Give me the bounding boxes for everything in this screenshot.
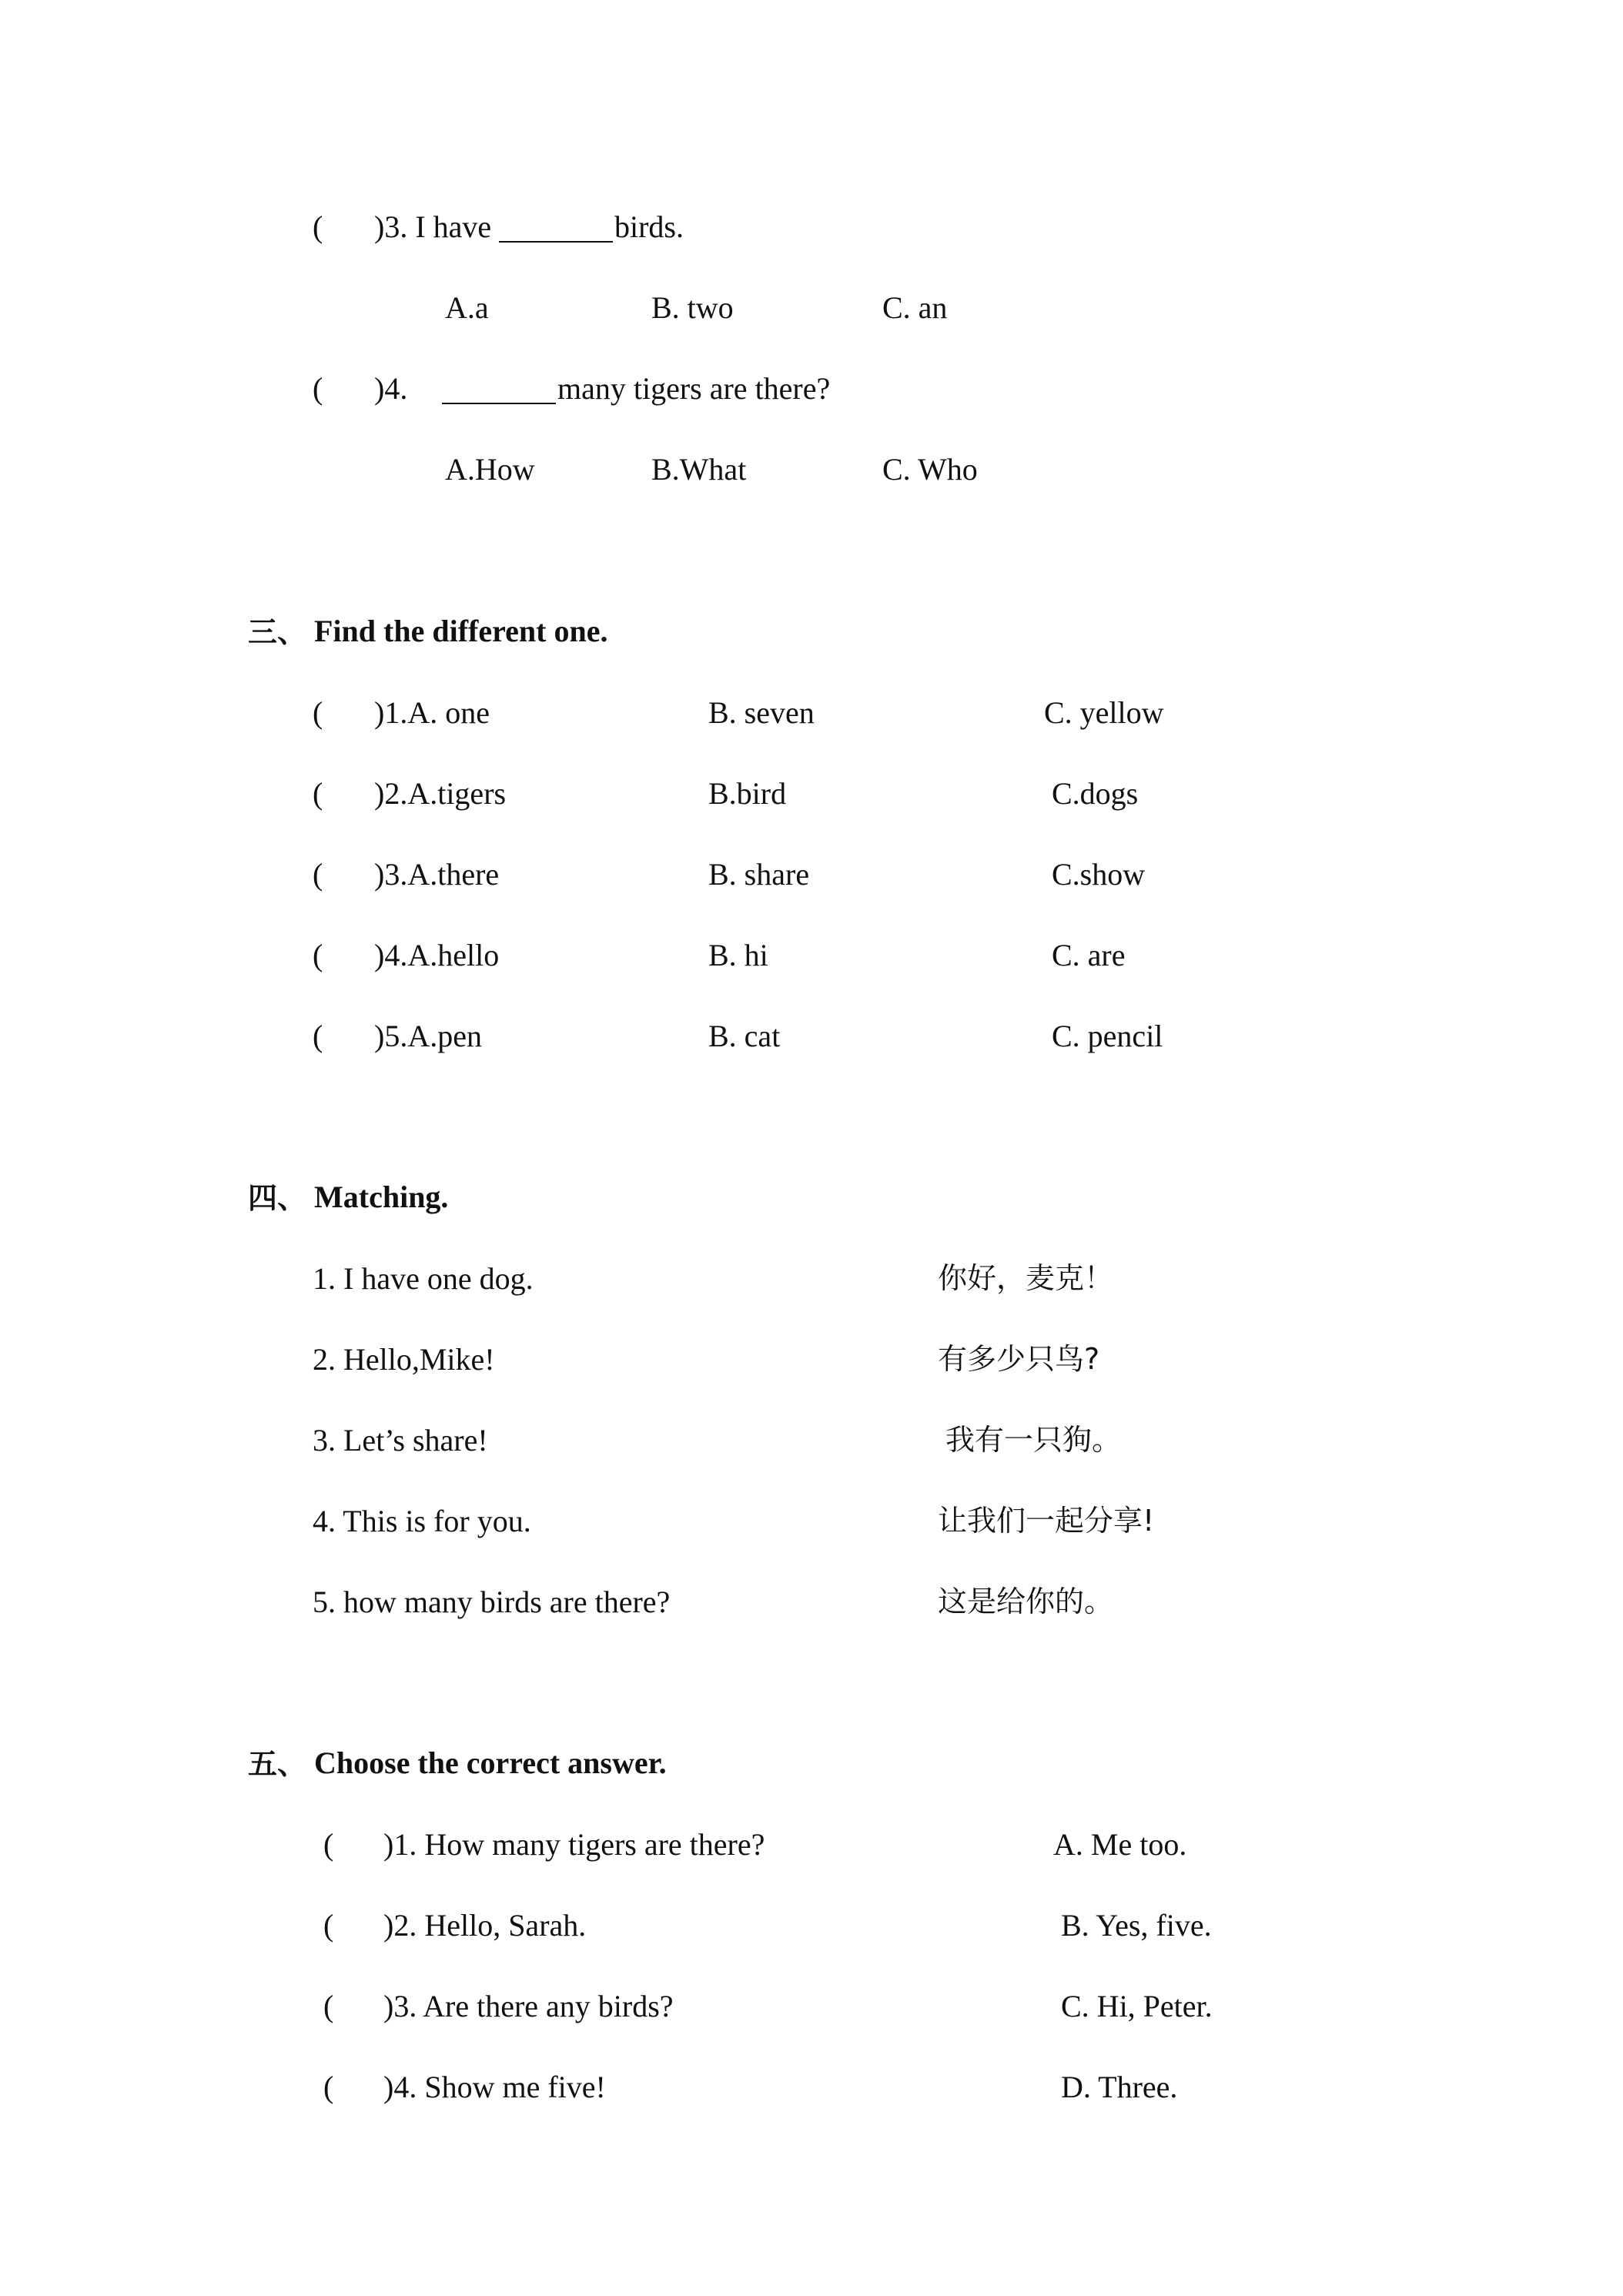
s3-row2-c: C.dogs xyxy=(1052,776,1139,811)
s5-row4-answer: D. Three. xyxy=(1061,2070,1178,2104)
s3-row5-a: )5.A.pen xyxy=(374,1019,482,1053)
section4-heading: Matching. xyxy=(314,1180,449,1214)
s3-row3-b: B. share xyxy=(708,857,810,892)
s3-row3-a: )3.A.there xyxy=(374,857,500,892)
section3-number: 三、 xyxy=(248,615,307,649)
s3-row4-b: B. hi xyxy=(708,938,768,972)
s4-row5-zh: 这是给你的。 xyxy=(938,1585,1114,1618)
s3-row2-paren: ( xyxy=(313,776,323,811)
q3-option-b: B. two xyxy=(651,290,734,325)
q4-stem-end: many tigers are there? xyxy=(557,371,831,406)
s3-row5-paren: ( xyxy=(313,1019,323,1053)
s5-row4-paren: ( xyxy=(323,2070,334,2104)
s5-row1-question: )1. How many tigers are there? xyxy=(383,1827,765,1862)
s5-row3-paren: ( xyxy=(323,1989,334,2023)
section3-heading: Find the different one. xyxy=(314,614,608,648)
s3-row5-b: B. cat xyxy=(708,1019,781,1053)
s4-row1-en: 1. I have one dog. xyxy=(313,1261,534,1296)
s5-row4-question: )4. Show me five! xyxy=(383,2070,606,2104)
q3-stem-end: birds. xyxy=(614,209,684,244)
s5-row3-answer: C. Hi, Peter. xyxy=(1061,1989,1213,2023)
q3-paren: ( xyxy=(313,209,323,244)
s3-row5-c: C. pencil xyxy=(1052,1019,1163,1053)
s3-row1-c: C. yellow xyxy=(1044,695,1164,730)
s3-row3-paren: ( xyxy=(313,857,323,892)
section4-number: 四、 xyxy=(248,1181,307,1215)
s5-row2-answer: B. Yes, five. xyxy=(1061,1908,1212,1943)
s4-row3-zh: 我有一只狗。 xyxy=(945,1423,1122,1457)
s4-row4-en: 4. This is for you. xyxy=(313,1504,531,1538)
s3-row4-a: )4.A.hello xyxy=(374,938,500,972)
s3-row3-c: C.show xyxy=(1052,857,1146,892)
s5-row1-answer: A. Me too. xyxy=(1053,1827,1187,1862)
s3-row1-paren: ( xyxy=(313,695,323,730)
s3-row2-b: B.bird xyxy=(708,776,787,811)
s4-row2-zh: 有多少只鸟? xyxy=(938,1342,1100,1376)
q3-stem: )3. I have xyxy=(374,209,492,244)
s3-row2-a: )2.A.tigers xyxy=(374,776,507,811)
section5-heading: Choose the correct answer. xyxy=(314,1745,667,1780)
s5-row2-paren: ( xyxy=(323,1908,334,1943)
s5-row1-paren: ( xyxy=(323,1827,334,1862)
q4-paren: ( xyxy=(313,371,323,406)
s4-row4-zh: 让我们一起分享! xyxy=(938,1504,1155,1538)
s4-row5-en: 5. how many birds are there? xyxy=(313,1585,671,1619)
q4-option-b: B.What xyxy=(651,452,747,487)
q3-blank[interactable] xyxy=(499,241,613,243)
s3-row4-c: C. are xyxy=(1052,938,1126,972)
section5-number: 五、 xyxy=(248,1747,307,1781)
q4-option-a: A.How xyxy=(445,452,535,487)
s3-row4-paren: ( xyxy=(313,938,323,972)
q4-option-c: C. Who xyxy=(882,452,978,487)
s5-row2-question: )2. Hello, Sarah. xyxy=(383,1908,587,1943)
s4-row3-en: 3. Let’s share! xyxy=(313,1423,488,1458)
s5-row3-question: )3. Are there any birds? xyxy=(383,1989,674,2023)
q4-stem: )4. xyxy=(374,371,408,406)
q3-option-c: C. an xyxy=(882,290,948,325)
q3-option-a: A.a xyxy=(445,290,489,325)
s3-row1-a: )1.A. one xyxy=(374,695,490,730)
s3-row1-b: B. seven xyxy=(708,695,815,730)
s4-row2-en: 2. Hello,Mike! xyxy=(313,1342,495,1377)
s4-row1-zh: 你好，麦克！ xyxy=(938,1261,1114,1295)
q4-blank[interactable] xyxy=(442,403,556,404)
